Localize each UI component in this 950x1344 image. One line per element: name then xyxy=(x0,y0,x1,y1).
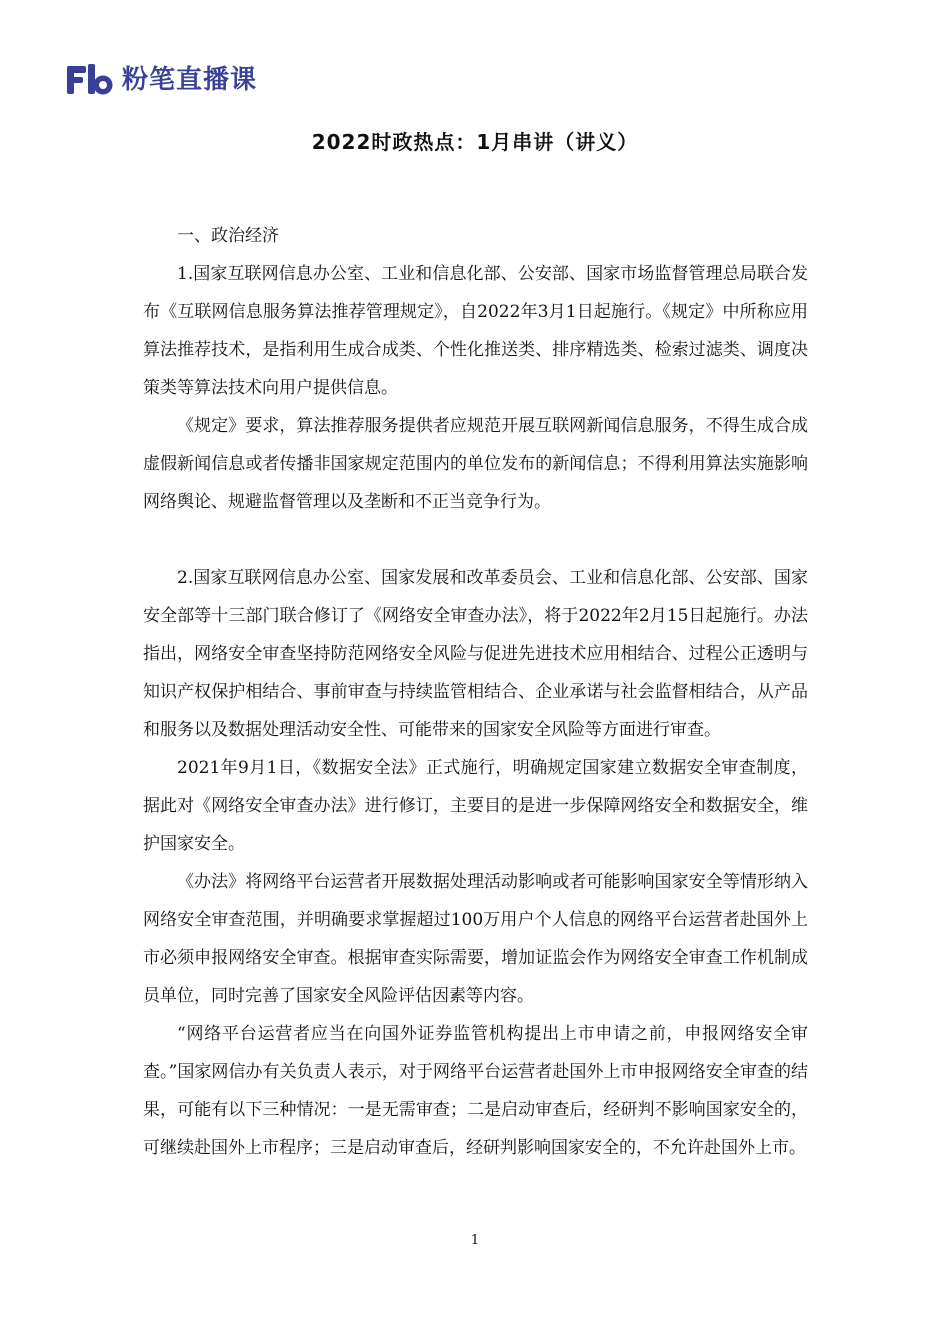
page-number: 1 xyxy=(470,1233,480,1248)
brand-name: 粉笔直播课 xyxy=(122,65,258,95)
paragraph: 1.国家互联网信息办公室、工业和信息化部、公安部、国家市场监督管理总局联合发布《互联网信息服务算法推荐管理规定》，自2022年3月1日起施行。《规定》中所称应用算法推荐技术，是指利用生成合成类、个性化推送类、排序精选类、检索过滤类、调度决策类等算法技术向用户提供信息。 xyxy=(143,264,808,398)
paragraph: 《规定》要求，算法推荐服务提供者应规范开展互联网新闻信息服务，不得生成合成虚假新闻信息或者传播非国家规定范围内的单位发布的新闻信息；不得利用算法实施影响网络舆论、规避监督管理以及垄断和不正当竞争行为。 xyxy=(143,416,808,512)
fb-logo-icon xyxy=(66,63,116,97)
paragraph: 《办法》将网络平台运营者开展数据处理活动影响或者可能影响国家安全等情形纳入网络安全审查范围，并明确要求掌握超过100万用户个人信息的网络平台运营者赴国外上市必须申报网络安全审查。根据审查实际需要，增加证监会作为网络安全审查工作机制成员单位，同时完善了国家安全风险评估因素等内容。 xyxy=(143,872,808,1006)
paragraph: “网络平台运营者应当在向国外证券监管机构提出上市申请之前，申报网络安全审查。”国家网信办有关负责人表示，对于网络平台运营者赴国外上市申报网络安全审查的结果，可能有以下三种情况：一是无需审查；二是启动审查后，经研判不影响国家安全的，可继续赴国外上市程序；三是启动审查后，经研判影响国家安全的，不允许赴国外上市。 xyxy=(143,1024,808,1158)
paragraph: 2.国家互联网信息办公室、国家发展和改革委员会、工业和信息化部、公安部、国家安全部等十三部门联合修订了《网络安全审查办法》，将于2022年2月15日起施行。办法指出，网络安全审查坚持防范网络安全风险与促进先进技术应用相结合、过程公正透明与知识产权保护相结合、事前审查与持续监管相结合、企业承诺与社会监督相结合，从产品和服务以及数据处理活动安全性、可能带来的国家安全风险等方面进行审查。 xyxy=(143,568,808,740)
paragraph: 2021年9月1日，《数据安全法》正式施行，明确规定国家建立数据安全审查制度，据此对《网络安全审查办法》进行修订，主要目的是进一步保障网络安全和数据安全，维护国家安全。 xyxy=(143,758,808,854)
document-body xyxy=(143,217,808,1167)
brand-logo xyxy=(66,62,257,98)
section-heading: 一、政治经济 xyxy=(177,226,279,246)
document-title: 2022时政热点：1月串讲（讲义） xyxy=(311,130,639,154)
